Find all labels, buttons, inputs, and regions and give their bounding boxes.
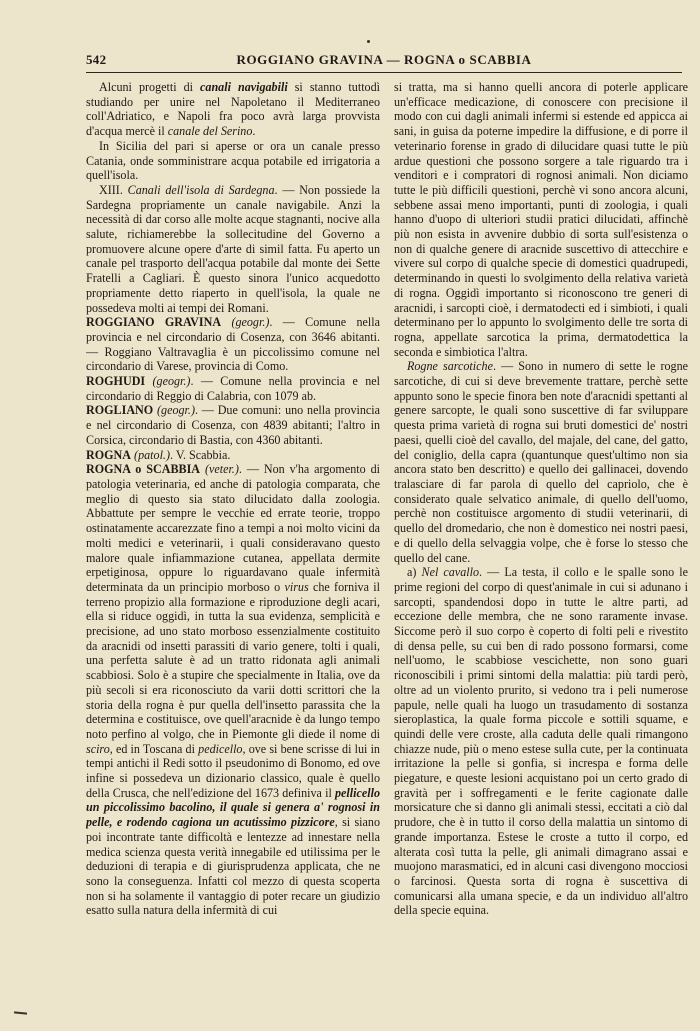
header-rule — [86, 72, 682, 73]
running-title: ROGGIANO GRAVINA — ROGNA o SCABBIA — [236, 52, 532, 67]
entry-heading: ROGGIANO GRAVINA — [86, 315, 222, 330]
entry-heading: ROGNA o SCABBIA — [86, 462, 201, 477]
section-heading: Nel cavallo — [421, 565, 480, 580]
entry-heading: ROGNA — [86, 447, 132, 462]
margin-mark — [14, 1011, 27, 1014]
entry-roggiano-gravina: ROGGIANO GRAVINA (geogr.). — Comune nella provincia e nel circondario di Cosenza, con 3646 abitanti. — Roggiano Valtravaglia è un piccolissimo comune nel circondario di Varese, provincia di Como. — [86, 315, 380, 374]
right-column — [394, 80, 688, 995]
left-column — [86, 80, 380, 995]
page-header — [86, 50, 682, 70]
page-number: 542 — [86, 52, 107, 67]
section-heading: Rogne sarcotiche — [407, 359, 493, 374]
entry-rogliano: ROGLIANO (geogr.). — Due comuni: uno nella provincia e nel circondario di Cosenza, con 4839 abitanti; l'altro in Corsica, circondario di Bastia, con 4360 abitanti. — [86, 403, 380, 447]
paragraph-sicily: In Sicilia del pari si aperse or ora un canale presso Catania, onde somministrare acqua potabile ed irrigatoria a quell'isola. — [86, 138, 380, 183]
entry-heading: ROGLIANO — [86, 403, 154, 418]
entry-roghudi: ROGHUDI (geogr.). — Comune nella provincia e nel circondario di Reggio di Calabria, con 1079 ab. — [86, 374, 380, 403]
entry-heading: ROGHUDI — [86, 374, 146, 389]
paragraph-nel-cavallo: a) Nel cavallo. — La testa, il collo e le spalle sono le prime regioni del corpo di quest'animale in cui si adunano i sarcopti, spandendosi dopo in tutte le altre parti, ad eccezione delle membra, che ne sono raramente invase. Siccome però il suo corpo è coperto di folti peli e rivestito di densa pelle, su cui ben di rado possono formarsi, come nell'uomo, le scabbiose vescichette, non sono guari riconoscibili i primi sintomi della malattia: più tardi però, oltre ad un violento prurito, si vedono tra i peli numerose papule, nelle quali ha luogo un trasudamento di sostanza sieroplastica, la quale forma piccole e sottili squame, e quindi delle vere croste, alla caduta delle quali rimangono chiazze nude, più o meno estese sulla cute, per la continuata irritazione la pelle si gonfia, si increspa e forma delle piegature, e queste lesioni acquistano poi un certo grado di gravità per i soffregamenti e le ferite cagionate dalle morsicature che si danno gli animali stessi, eccitati a ciò dal prudore, che è in tutto il corso della malattia un sintomo di grande importanza. Estese le croste a tutto il corpo, ed alterata così tutta la pelle, gli animali dimagrano assai e muojono marasmatici, ed in alcuni casi divengono mocciosi o farcinosi. Questa sorta di rogna è suscettiva di comunicarsi alla umana specie, e da un individuo all'altro della specie equina. — [394, 565, 688, 918]
entry-rogna-scabbia: ROGNA o SCABBIA (veter.). — Non v'ha argomento di patologia veterinaria, ed anche di patologia comparata, che meglio di questo sia stato dilucidato dalla zoologia. Abbattute per sempre le vecchie ed errate teorie, troppo ostinatamente accarezzate fino a tempi a noi molto vicini da molti medici e veterinarii, i quali consideravano questo malore quale infiammazione cutanea, appellata dermite erpetiginosa, oppure lo riguardavano quale infermità determinata da un principio morboso o virus che forniva il terreno propizio alla formazione e riproduzione degli acari, ella si riduce oggidì, in tutta la sua evidenza, semplicità e precisione, ad uno stato morboso essenzialmente costituito da aracnidi od insetti parassiti di vario genere, tolti i quali, una perfetta salute è ad un tratto ridonata agli animali scabbiosi. Solo è a stupire che specialmente in Italia, ove da più secoli si era riconosciuto da varii dotti scrittori che la storia della rogna è pur quella dell'insetto parassita che la determina e costituisce, ove quell'aracnide è da lungo tempo noto perfino al volgo, che in Piemonte gli diede il nome di sciro, ed in Toscana di pedicello, ove si bene scrisse di lui in tempi antichi il Redi sotto il pseudonimo di Bonomo, ed ove infine si possedeva un dizionario classico, quale è quello della Crusca, che nell'edizione del 1673 definiva il pellicello un piccolissimo bacolino, il quale si genera a' rognosi in pelle, e rodendo cagiona un acutissimo pizzicore, si siano poi incontrate tante difficoltà e lentezze ad innestare nella medica scienza questa verità innegabile ed utilissima per le deduzioni di terapia e di giurisprudenza applicata, che ne sono la conseguenza. Infatti col mezzo di questa scoperta non si ha solamente il vantaggio di poter recare un giudizio esatto sulla natura della infermità di cui — [86, 462, 380, 918]
paragraph-continuation: si tratta, ma si hanno quelli ancora di poterle applicare un'efficace medicazione, di conoscere con precisione il modo con cui dagli animali infermi si estende ed appicca ai sani, in guisa da poterne impedire la diffusione, e di porre il veterinario forense in grado di dilucidare quasi tutte le più ardue questioni che possono sorgere a tale riguardo tra i venditori e i compratori di rognosi animali. Non diciamo tutte le più difficili questioni, perchè vi sono ancora alcuni, sebbene assai meno importanti, punti di zoologia, i quali hanno d'uopo di ulteriori studii pratici dilucidati, affinchè più non esista in avvenire dubbio di sorta sull'esistenza o non di qualche genere di aracnide suscettivo di attecchire e vivere sul corpo di qualche specie di domestici quadrupedi, determinando in questi lo svolgimento della relativa varietà di rogna. Oggidì importanto si riconoscono tre generi di aracnidi, i sarcopti cioè, i dermatodecti ed i simbioti, i quali determinano per lo appunto lo svolgimento delle tre sorta di rogna, appellate sarcotica la prima, dermatodettica la seconda e simbiotica l'altra. — [394, 80, 688, 359]
entry-rogna-patol: ROGNA (patol.). V. Scabbia. — [86, 447, 231, 462]
paragraph-rogne-sarcotiche: Rogne sarcotiche. — Sono in numero di sette le rogne sarcotiche, di cui si deve brevemente trattare, perchè sette appunto sono le specie finora ben note d'aracnidi spettanti al genere sarcopte, le quali sono suscettive di far sviluppare questa prima varietà di rogna sui bruti domestici de' nostri paesi, quelli cioè del cavallo, del majale, del cane, del gatto, del coniglio, della capra (quantunque quest'ultimo non sia ancora stato ben descritto) e quello dei gallinacei, dovendo tralasciare di far parola di quello del capriolo, che è considerato quale selvatico animale, di quello dell'uomo, perchè non costituisce argomento di studii veterinarii, di quello del dromedario, che non è domestico nei nostri paesi, e di quello della selvaggia volpe, che è forse lo stesso che quello del cane. — [394, 359, 688, 565]
ink-dot — [367, 40, 370, 43]
paragraph-canals-naples: Alcuni progetti di canali navigabili si stanno tuttodì studiando per unire nel Napoletano il Mediterraneo coll'Adriatico, e Napoli fra poco avrà larga provvista d'acqua mercè il canale del Serino. — [86, 80, 380, 139]
paragraph-sardinia: XIII. Canali dell'isola di Sardegna. — Non possiede la Sardegna propriamente un canale navigabile. Anzi la necessità di dar corso alle molte acque stagnanti, nocive alla salute, richiamerebbe la sollecitudine del Governo a promuovere alcune opere d'arte di simil fatta. Fu aperto un canale pel trasporto dell'acqua potabile dal monte dei Sette Fratelli a Cagliari. È questo sinora l'unico acquedotto propriamente detto riaperto in quell'isola, la quale ne possedeva molti ai tempi dei Romani. — [86, 182, 380, 315]
